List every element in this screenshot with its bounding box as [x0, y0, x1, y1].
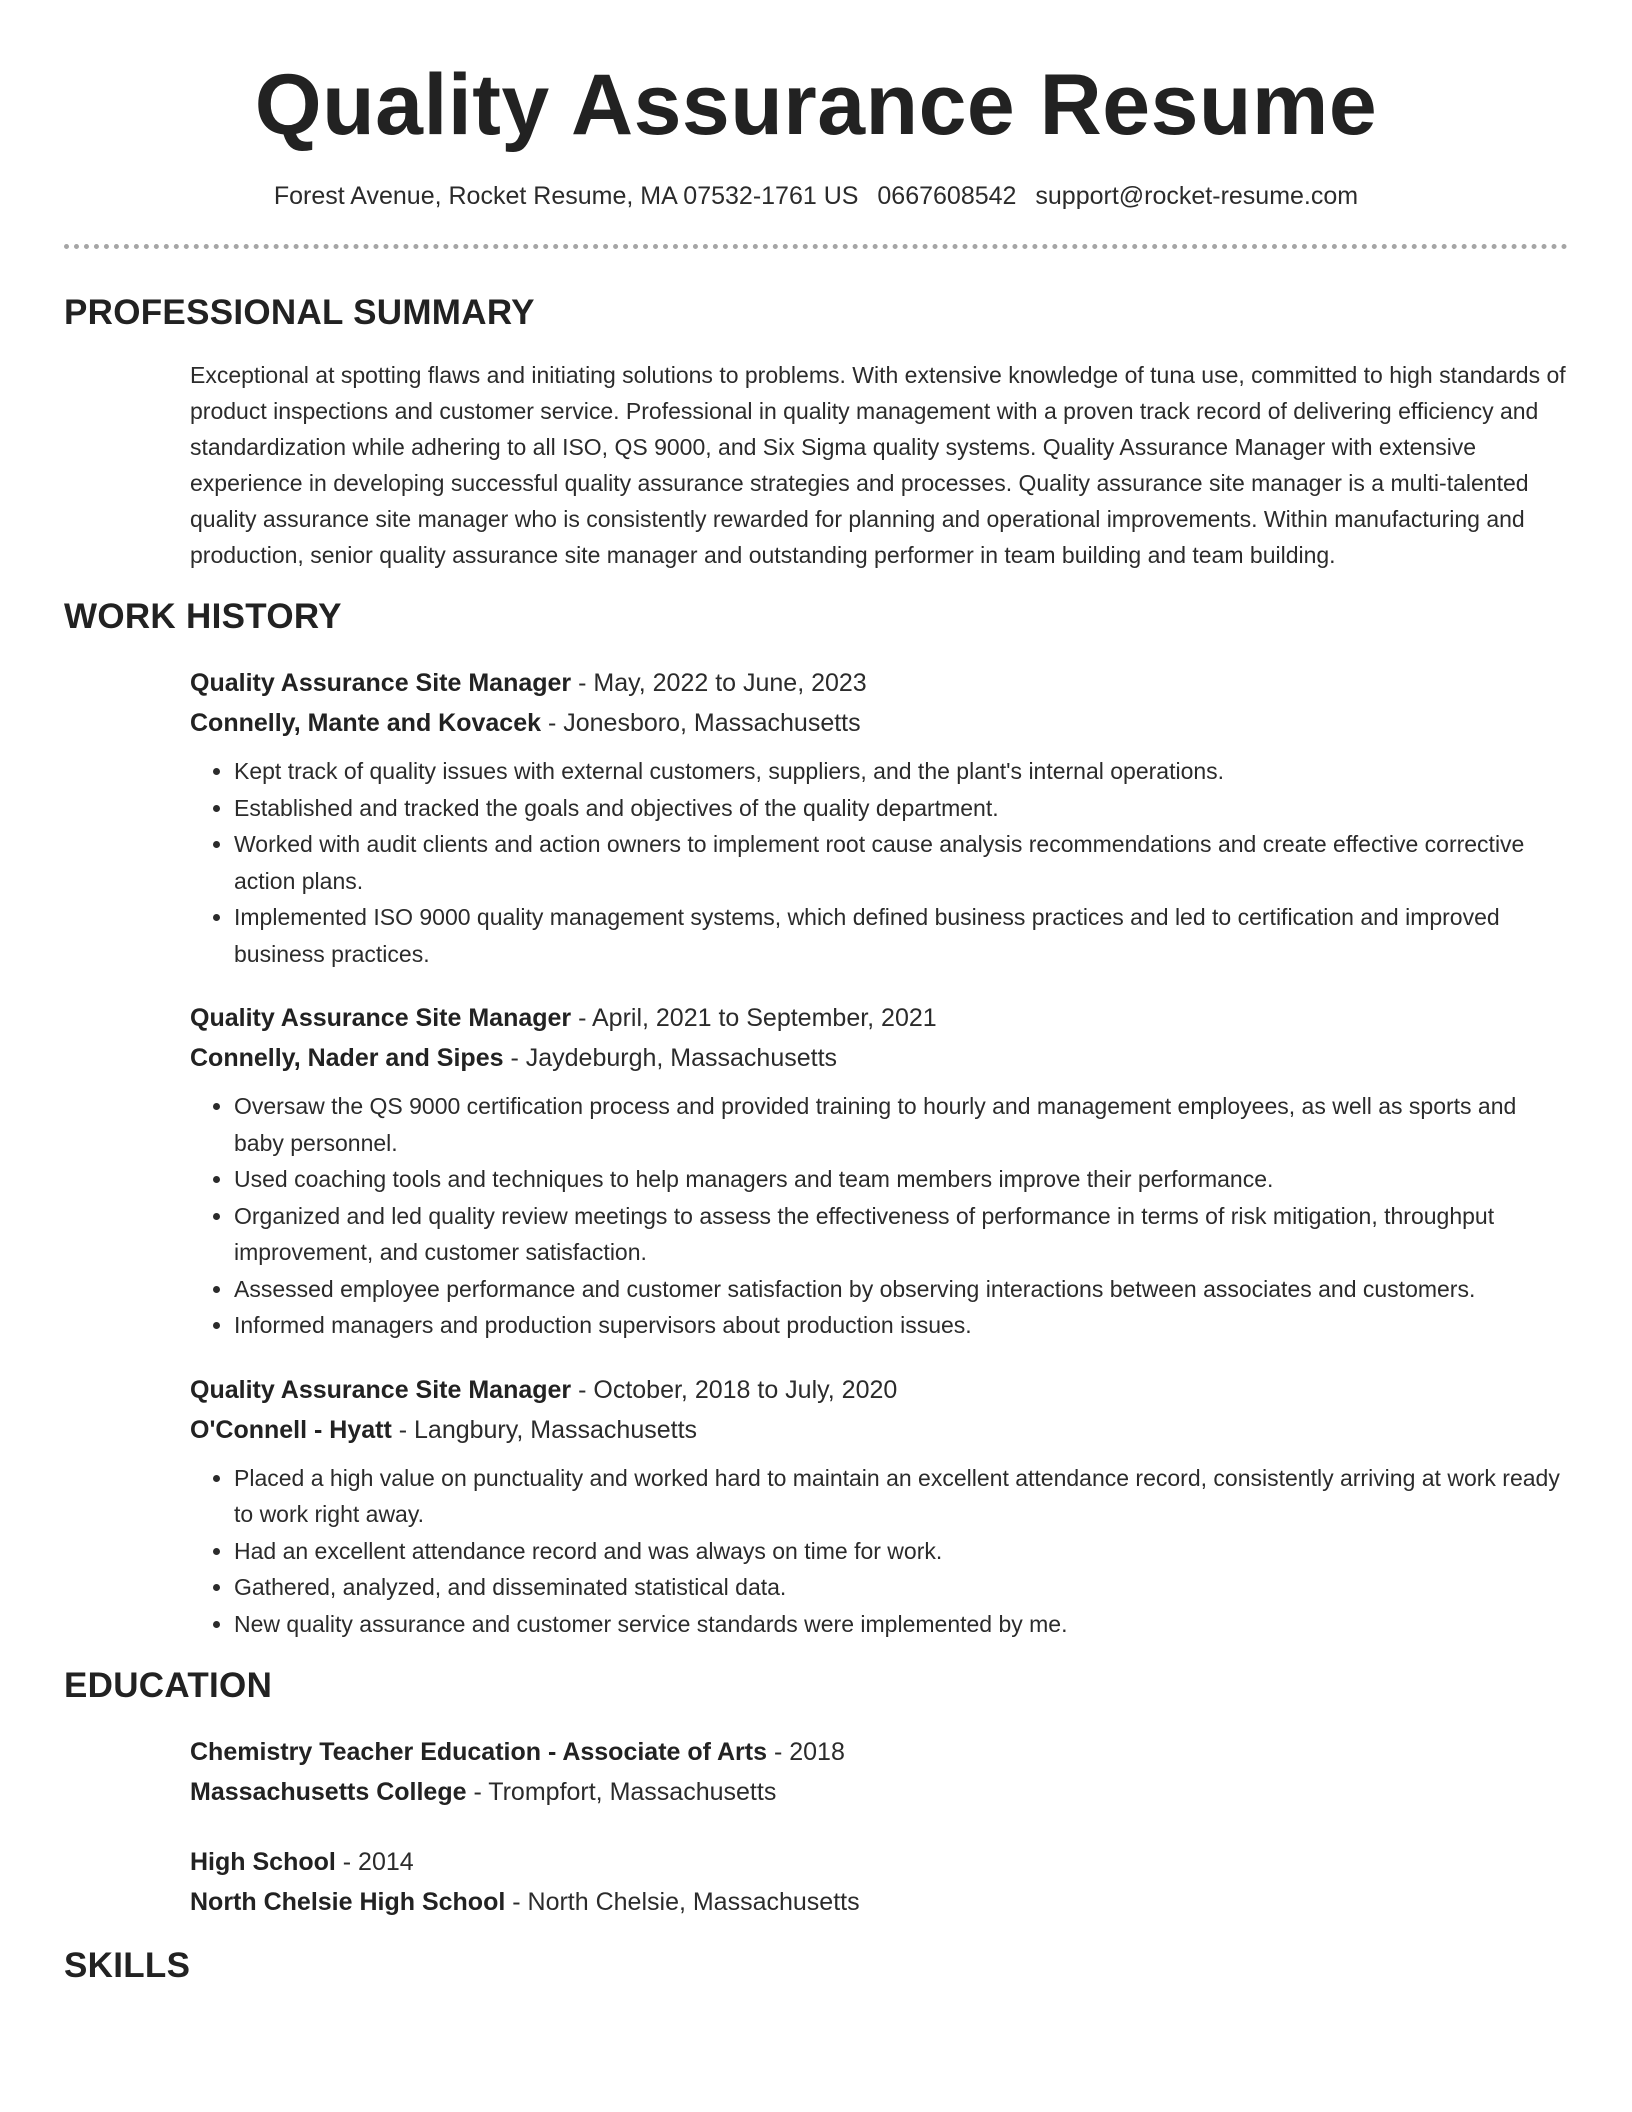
job-company: Connelly, Nader and Sipes	[190, 1044, 504, 1072]
job-bullets	[190, 1088, 1568, 1344]
header-divider	[64, 244, 1568, 249]
job-company: O'Connell - Hyatt	[190, 1415, 392, 1444]
job-bullet: • Placed a high value on punctuality and worked hard to maintain an excellent attendance record, consistently arriving at work ready to work right away.	[234, 1460, 1568, 1533]
job-bullet: • Organized and led quality review meetings to assess the effectiveness of performance in terms of risk mitigation, throughput improvement, and customer satisfaction.	[234, 1198, 1568, 1271]
education-heading: EDUCATION	[64, 1666, 273, 1705]
job-entry	[190, 663, 1568, 972]
job-bullets	[190, 753, 1568, 972]
job-entry	[190, 1370, 1568, 1643]
education-year: - 2018	[767, 1738, 845, 1766]
contact-line	[64, 178, 1568, 214]
job-bullet: • Worked with audit clients and action owners to implement root cause analysis recommendations and create effective corrective action plans.	[234, 826, 1568, 899]
work-history-heading: WORK HISTORY	[64, 597, 342, 636]
job-bullet: • Informed managers and production supervisors about production issues.	[234, 1307, 1568, 1344]
contact-email: support@rocket-resume.com	[1035, 182, 1359, 210]
job-bullet: • Used coaching tools and techniques to help managers and team members improve their performance.	[234, 1161, 1568, 1198]
job-title-line	[190, 663, 1568, 703]
job-bullet: • Oversaw the QS 9000 certification process and provided training to hourly and management employees, as well as sports and baby personnel.	[234, 1088, 1568, 1161]
summary-text: Exceptional at spotting flaws and initiating solutions to problems. With extensive knowledge of tuna use, committed to high standards of product inspections and customer service. Professional in quality management with a proven track record of delivering efficiency and standardization while adhering to all ISO, QS 9000, and Six Sigma quality systems. Quality Assurance Manager with extensive experience in developing successful quality assurance strategies and processes. Quality assurance site manager is a multi-talented quality assurance site manager who is consistently rewarded for planning and operational improvements. Within manufacturing and production, senior quality assurance site manager and outstanding performer in team building and team building.	[190, 362, 1566, 568]
job-company-line	[190, 1410, 1568, 1450]
job-title: Quality Assurance Site Manager	[190, 669, 572, 697]
summary-heading: PROFESSIONAL SUMMARY	[64, 293, 535, 332]
resume-page	[64, 0, 1568, 1988]
education-degree: High School	[190, 1848, 336, 1876]
education-degree-line	[190, 1732, 1568, 1772]
education-school: Massachusetts College	[190, 1778, 467, 1806]
education-location: - North Chelsie, Massachusetts	[505, 1888, 860, 1916]
job-bullet: • Established and tracked the goals and objectives of the quality department.	[234, 790, 1568, 827]
job-title-line	[190, 998, 1568, 1038]
job-dates: - April, 2021 to September, 2021	[571, 1004, 937, 1032]
job-bullet: • New quality assurance and customer service standards were implemented by me.	[234, 1606, 1568, 1643]
education-entry	[190, 1732, 1568, 1812]
job-location: - Jonesboro, Massachusetts	[541, 709, 861, 737]
job-title: Quality Assurance Site Manager	[190, 1375, 572, 1404]
education-school-line	[190, 1882, 1568, 1922]
job-company: Connelly, Mante and Kovacek	[190, 709, 542, 737]
education-location: - Trompfort, Massachusetts	[466, 1778, 777, 1806]
contact-address: Forest Avenue, Rocket Resume, MA 07532-1761 US	[273, 182, 859, 210]
job-dates: - May, 2022 to June, 2023	[571, 669, 867, 697]
job-location: - Jaydeburgh, Massachusetts	[503, 1044, 838, 1072]
job-title: Quality Assurance Site Manager	[190, 1004, 572, 1032]
job-bullets	[190, 1460, 1568, 1643]
education-year: - 2014	[335, 1848, 414, 1876]
education-entry	[190, 1842, 1568, 1922]
resume-title: Quality Assurance Resume	[254, 57, 1378, 153]
job-dates: - October, 2018 to July, 2020	[571, 1375, 898, 1404]
contact-phone: 0667608542	[877, 182, 1017, 210]
job-entry	[190, 998, 1568, 1344]
education-degree-line	[190, 1842, 1568, 1882]
job-bullet: • Implemented ISO 9000 quality management systems, which defined business practices and led to certification and improved business practices.	[234, 899, 1568, 972]
job-company-line	[190, 1038, 1568, 1078]
job-company-line	[190, 703, 1568, 743]
education-school: North Chelsie High School	[190, 1888, 506, 1916]
job-bullet: • Gathered, analyzed, and disseminated statistical data.	[234, 1569, 1568, 1606]
job-bullet: • Kept track of quality issues with external customers, suppliers, and the plant's internal operations.	[234, 753, 1568, 790]
job-title-line	[190, 1370, 1568, 1410]
education-degree: Chemistry Teacher Education - Associate of Arts	[190, 1738, 768, 1766]
job-bullet: • Had an excellent attendance record and was always on time for work.	[234, 1533, 1568, 1570]
skills-heading: SKILLS	[64, 1946, 191, 1985]
job-bullet: • Assessed employee performance and customer satisfaction by observing interactions between associates and customers.	[234, 1271, 1568, 1308]
job-location: - Langbury, Massachusetts	[391, 1415, 698, 1444]
education-school-line	[190, 1772, 1568, 1812]
